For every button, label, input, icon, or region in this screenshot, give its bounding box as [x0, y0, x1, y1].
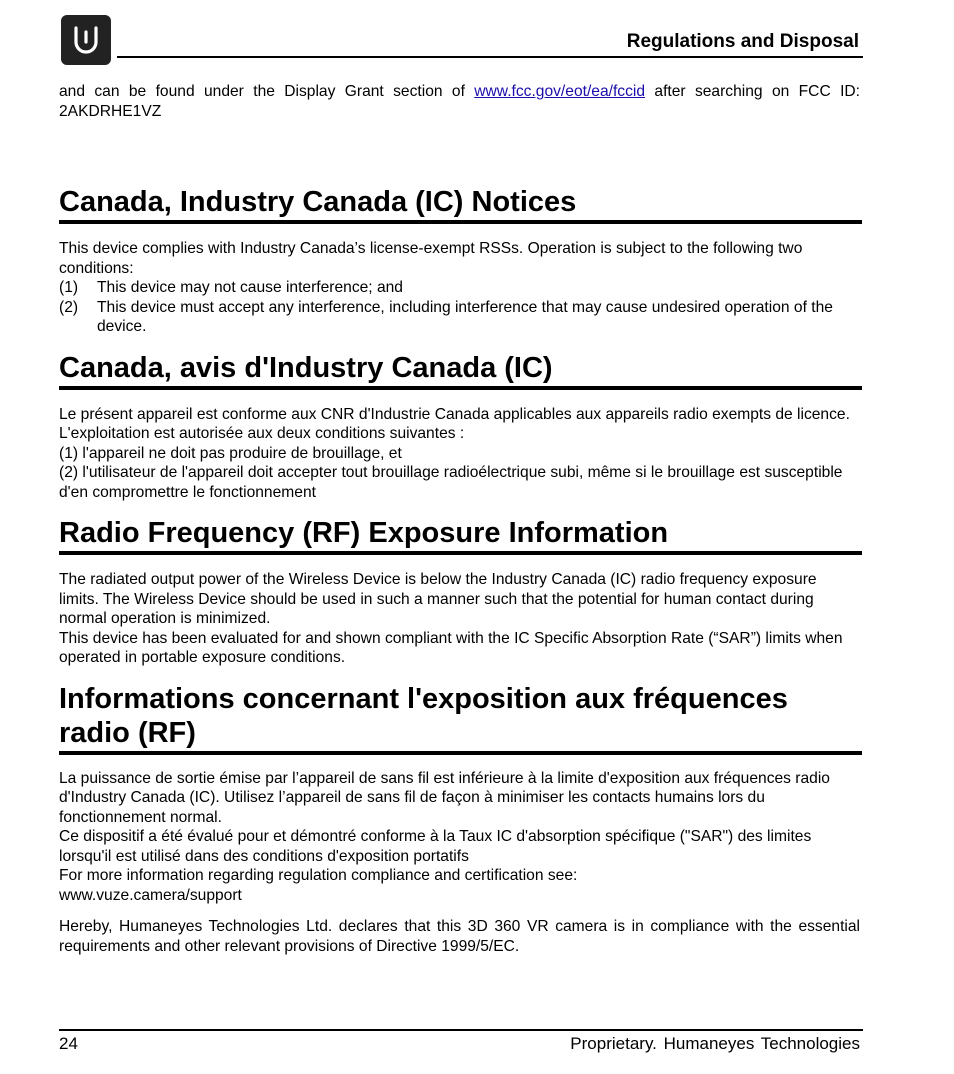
heading-ic-notices: Canada, Industry Canada (IC) Notices	[59, 185, 862, 224]
footer-proprietary: Proprietary. Humaneyes Technologies	[570, 1034, 860, 1053]
vuze-logo-icon	[61, 15, 111, 65]
intro-text-after: after searching on FCC ID: 2AKDRHE1VZ	[59, 83, 860, 120]
support-url: www.vuze.camera/support	[59, 886, 242, 904]
rf-exposition-paragraph-1: La puissance de sortie émise par l’appareil de sans fil est inférieure à la limite d'exposition aux fréquences radio d'Industry Canada (IC). Utilisez l’appareil de sans fil de façon à minimiser les contacts humains lors du fonctionnement normal.	[59, 769, 830, 826]
ic-avis-body	[59, 405, 860, 503]
ic-notices-body	[59, 239, 860, 337]
ic-avis-paragraph-3: (2) l'utilisateur de l'appareil doit accepter tout brouillage radioélectrique subi, même si le brouillage est susceptible d'en compromettre le fonctionnement	[59, 464, 843, 501]
rf-exposure-paragraph-1: The radiated output power of the Wireless Device is below the Industry Canada (IC) radio frequency exposure limits. The Wireless Device should be used in such a manner such that the potential for human contact during normal operation is minimized.	[59, 571, 817, 627]
fcc-id-link[interactable]: www.fcc.gov/eot/ea/fccid	[474, 83, 646, 100]
page-number: 24	[59, 1034, 78, 1053]
rf-exposure-paragraph-2: This device has been evaluated for and shown compliant with the IC Specific Absorption Rate (“SAR”) limits when operated in portable exposure conditions.	[59, 629, 843, 666]
list-item-text: This device must accept any interference, including interference that may cause undesired operation of the device.	[97, 298, 833, 335]
heading-rf-exposition: Informations concernant l'exposition aux fréquences radio (RF)	[59, 682, 862, 755]
intro-paragraph	[59, 82, 860, 121]
list-item	[59, 278, 860, 298]
list-item	[59, 298, 860, 337]
list-item-number: (2)	[59, 298, 79, 316]
rf-exposure-body	[59, 570, 860, 668]
list-item-number: (1)	[59, 279, 79, 296]
page-content	[59, 82, 860, 956]
header-title: Regulations and Disposal	[626, 31, 859, 52]
ic-avis-paragraph-2: (1) l'appareil ne doit pas produire de brouillage, et	[59, 444, 402, 462]
rf-exposition-body	[59, 769, 860, 906]
ic-avis-paragraph-1: Le présent appareil est conforme aux CNR d'Industrie Canada applicables aux appareils radio exempts de licence. L'exploitation est autorisée aux deux conditions suivantes :	[59, 405, 850, 442]
heading-ic-avis: Canada, avis d'Industry Canada (IC)	[59, 351, 862, 390]
header-divider	[117, 56, 863, 58]
list-item-text: This device may not cause interference; and	[97, 279, 403, 296]
ic-conditions-list	[59, 278, 860, 337]
footer-divider	[59, 1029, 863, 1031]
rf-exposition-paragraph-2: Ce dispositif a été évalué pour et démontré conforme à la Taux IC d'absorption spécifique ("SAR") des limites lorsqu'il est utilisé dans des conditions d'exposition portatifs	[59, 828, 812, 865]
ic-notices-intro: This device complies with Industry Canada’s license-exempt RSSs. Operation is subject to the following two conditions:	[59, 240, 803, 277]
heading-rf-exposure: Radio Frequency (RF) Exposure Information	[59, 516, 862, 555]
declaration-paragraph: Hereby, Humaneyes Technologies Ltd. declares that this 3D 360 VR camera is in compliance with the essential requirements and other relevant provisions of Directive 1999/5/EC.	[59, 918, 860, 955]
intro-text-before: and can be found under the Display Grant section of	[59, 83, 475, 100]
rf-exposition-paragraph-3: For more information regarding regulation compliance and certification see:	[59, 867, 578, 884]
